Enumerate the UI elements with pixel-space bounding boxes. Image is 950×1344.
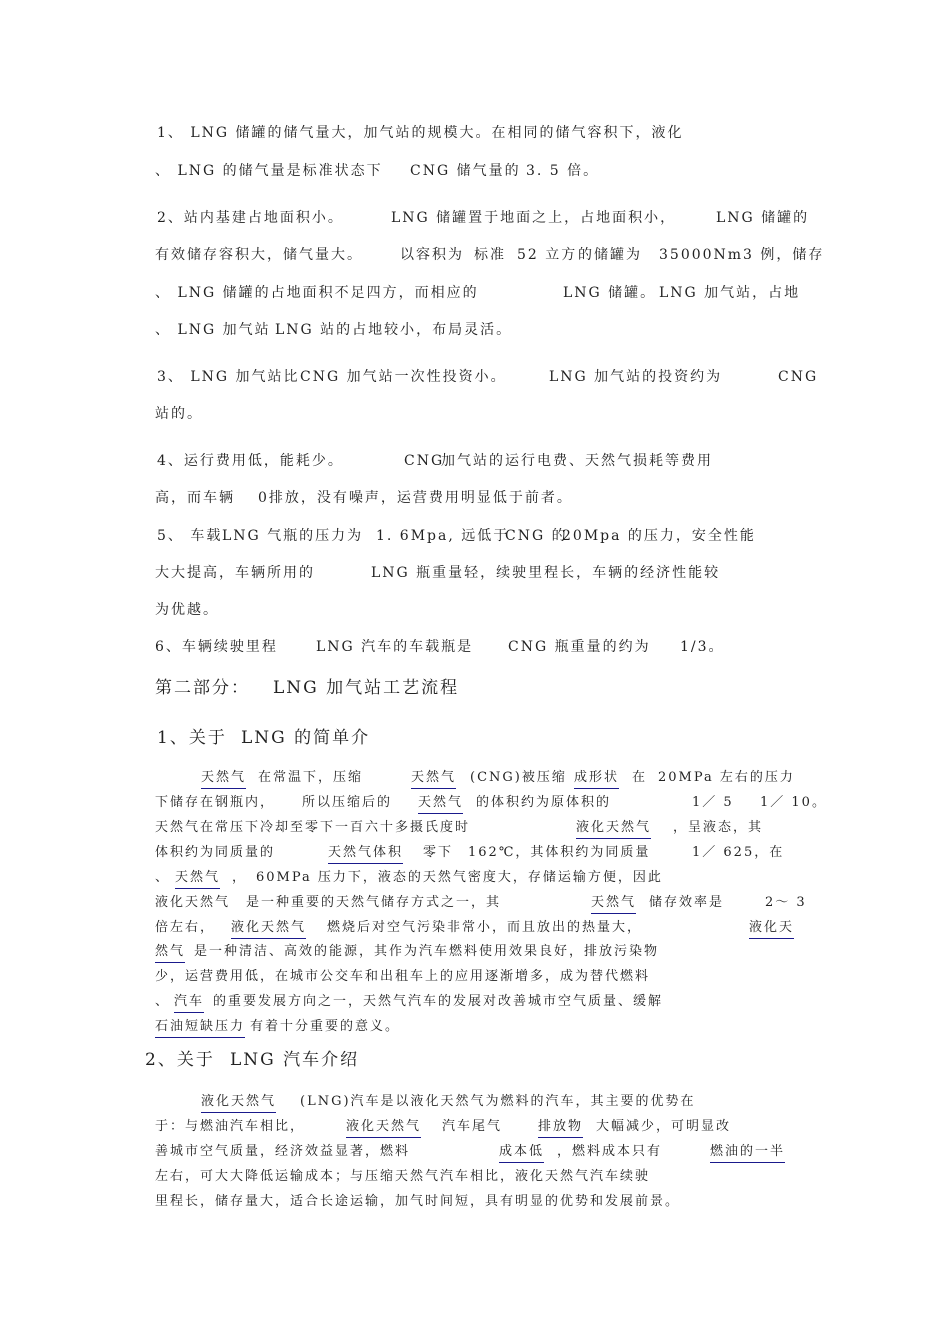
text-segment: 、 LNG 加气站 — [155, 322, 271, 338]
text-segment: LNG 加气站工艺流程 — [273, 678, 460, 698]
link-cost[interactable]: 成本低 — [499, 1143, 544, 1163]
text-segment: 在常温下，压缩 — [258, 770, 364, 785]
text-segment: 所以压缩后的 — [302, 795, 393, 810]
text-segment: 有效储存容积大，储气量大。 — [155, 247, 363, 263]
link-lng[interactable]: 液化天然气 — [231, 919, 306, 939]
text-segment: LNG 加气站，占地 — [659, 285, 801, 301]
text-segment: 以容积为 — [400, 247, 464, 263]
text-segment: 6、车辆续驶里程 — [155, 639, 278, 655]
link-natural-gas[interactable]: 天然气 — [418, 794, 463, 814]
text-segment: 是一种重要的天然气储存方式之一，其 — [246, 895, 502, 910]
link-automobile[interactable]: 汽车 — [174, 993, 204, 1013]
text-segment: LNG 加气站的投资约为 — [549, 369, 723, 385]
link-shape[interactable]: 成形状 — [574, 769, 619, 789]
link-lng[interactable]: 液化天然气 — [346, 1118, 421, 1138]
text-segment: LNG 瓶重量轻，续驶里程长，车辆的经济性能较 — [371, 565, 721, 581]
text-segment: LNG 的简单介 — [241, 728, 371, 748]
text-segment: CNG 的 — [505, 528, 568, 544]
text-segment: 1／ 10。 — [760, 795, 827, 810]
text-segment: 1. 6Mpa, 远低于 — [376, 528, 510, 544]
text-segment: ，呈液态，其 — [673, 820, 764, 835]
text-segment: 倍左右， — [155, 920, 216, 935]
text-segment: 、 — [155, 870, 171, 885]
link-natural-gas[interactable]: 天然气 — [201, 769, 246, 789]
text-segment: 少，运营费用低，在城市公交车和出租车上的应用逐渐增多，成为替代燃料 — [155, 969, 651, 984]
text-segment: 3、 LNG 加气站比 — [157, 369, 300, 385]
text-segment: LNG 气瓶的压力为 — [222, 528, 364, 544]
link-natural-gas[interactable]: 天然气 — [591, 894, 636, 914]
text-segment: 在 — [632, 770, 648, 785]
text-segment: 储存效率是 — [649, 895, 725, 910]
link-lng[interactable]: 液化天 — [749, 919, 794, 939]
text-segment: LNG 储罐。 — [563, 285, 657, 301]
text-segment: 1、关于 — [157, 728, 227, 748]
text-segment: 标准 — [474, 247, 506, 263]
text-segment: (CNG)被压缩 — [470, 770, 567, 785]
text-segment: 、 LNG 的储气量是标准状态下 — [155, 163, 383, 179]
text-segment: 有着十分重要的意义。 — [250, 1019, 401, 1034]
text-segment: CNG 储气量的 — [410, 163, 521, 179]
text-segment: 善城市空气质量，经济效益显著，燃料 — [155, 1144, 411, 1159]
text-segment: 2、站内基建占地面积小。 — [157, 210, 344, 226]
text-segment: 20Mpa 的压力，安全性能 — [562, 528, 756, 544]
text-segment: 35000Nm3 例，储存 — [659, 247, 825, 263]
text-segment: 高，而车辆 — [155, 490, 235, 506]
link-lng[interactable]: 然气 — [155, 943, 185, 963]
text-segment: 1、 LNG 储罐的储气量大，加气站的规模大。在相同的储气容积下，液化 — [157, 125, 684, 141]
text-segment: 站的。 — [155, 406, 203, 422]
text-segment: 20MPa 左右的压力 — [658, 770, 795, 785]
text-segment: 左右，可大大降低运输成本；与压缩天然气汽车相比，液化天然气汽车续驶 — [155, 1169, 651, 1184]
text-segment: ， — [232, 870, 248, 885]
text-segment: 52 立方 — [517, 247, 578, 263]
text-segment: ，燃料成本只有 — [557, 1144, 663, 1159]
text-segment: 、 LNG 储罐的占地面积不足四方，而相应的 — [155, 285, 479, 301]
text-segment: 1/3。 — [680, 639, 725, 655]
text-segment: LNG 储罐的 — [716, 210, 810, 226]
text-segment: 加气站的运行电费、天然气损耗等费用 — [441, 453, 713, 469]
text-segment: 的重要发展方向之一，天然气汽车的发展对改善城市空气质量、缓解 — [213, 994, 664, 1009]
text-segment: 1／ 5 — [692, 795, 734, 810]
text-segment: 汽车尾气 — [442, 1119, 503, 1134]
text-segment: 燃烧后对空气污染非常小，而且放出的热量大， — [327, 920, 643, 935]
link-lng[interactable]: 液化天然气 — [201, 1093, 276, 1113]
text-segment: 液化天然气 — [155, 895, 231, 910]
text-segment: 2、关于 — [145, 1050, 215, 1070]
text-segment: 162℃，其体积约为同质量 — [468, 845, 651, 860]
text-segment: 第二部分： — [155, 678, 250, 698]
text-segment: 里程长，储存量大，适合长途运输，加气时间短，具有明显的优势和发展前景。 — [155, 1194, 681, 1209]
text-segment: LNG 储罐置于地面之上，占地面积小， — [391, 210, 677, 226]
text-segment: CNG 加气站一次性投资小。 — [300, 369, 507, 385]
link-natural-gas[interactable]: 天然气 — [411, 769, 456, 789]
text-segment: (LNG)汽车是以液化天然气为燃料的汽车，其主要的优势在 — [300, 1094, 696, 1109]
text-segment: CNG — [778, 369, 819, 385]
text-segment: LNG 汽车介绍 — [230, 1050, 360, 1070]
text-segment: 、 — [155, 994, 171, 1009]
text-segment: 大大提高，车辆所用的 — [155, 565, 315, 581]
link-fuel-half[interactable]: 燃油的一半 — [710, 1143, 785, 1163]
link-emissions[interactable]: 排放物 — [538, 1118, 583, 1138]
text-segment: 零下 — [423, 845, 454, 860]
text-segment: 于：与燃油汽车相比， — [155, 1119, 306, 1134]
text-segment: 的储罐为 — [578, 247, 642, 263]
text-segment: 大幅减少，可明显改 — [596, 1119, 732, 1134]
link-lng[interactable]: 液化天然气 — [576, 819, 651, 839]
text-segment: 5、 车载 — [157, 528, 223, 544]
link-oil-shortage[interactable]: 石油短缺压力 — [155, 1018, 245, 1038]
text-segment: CNG — [404, 453, 445, 469]
text-segment: 是一种清洁、高效的能源，其作为汽车燃料使用效果良好，排放污染物 — [194, 944, 660, 959]
text-segment: 的体积约为原体积的 — [476, 795, 612, 810]
text-segment: 天然气在常压下冷却至零下一百六十多摄氏度时 — [155, 820, 471, 835]
text-segment: 下储存在钢瓶内， — [155, 795, 276, 810]
link-natural-gas[interactable]: 天然气 — [175, 869, 220, 889]
text-segment: CNG 瓶重量的约为 — [508, 639, 651, 655]
text-segment: 为优越。 — [155, 602, 219, 618]
text-segment: 3. 5 倍。 — [526, 163, 600, 179]
text-segment: 0排放，没有噪声，运营费用明显低于前者。 — [258, 490, 573, 506]
text-segment: 体积约为同质量的 — [155, 845, 276, 860]
text-segment: LNG 站的占地较小，布局灵活。 — [275, 322, 513, 338]
text-segment: 2～ 3 — [765, 895, 807, 910]
link-gas-volume[interactable]: 天然气体积 — [328, 844, 403, 864]
text-segment: 1／ 625，在 — [692, 845, 785, 860]
text-segment: LNG 汽车的车载瓶是 — [316, 639, 474, 655]
text-segment: 4、运行费用低，能耗少。 — [157, 453, 344, 469]
text-segment: 60MPa 压力下，液态的天然气密度大，存储运输方便，因此 — [256, 870, 663, 885]
